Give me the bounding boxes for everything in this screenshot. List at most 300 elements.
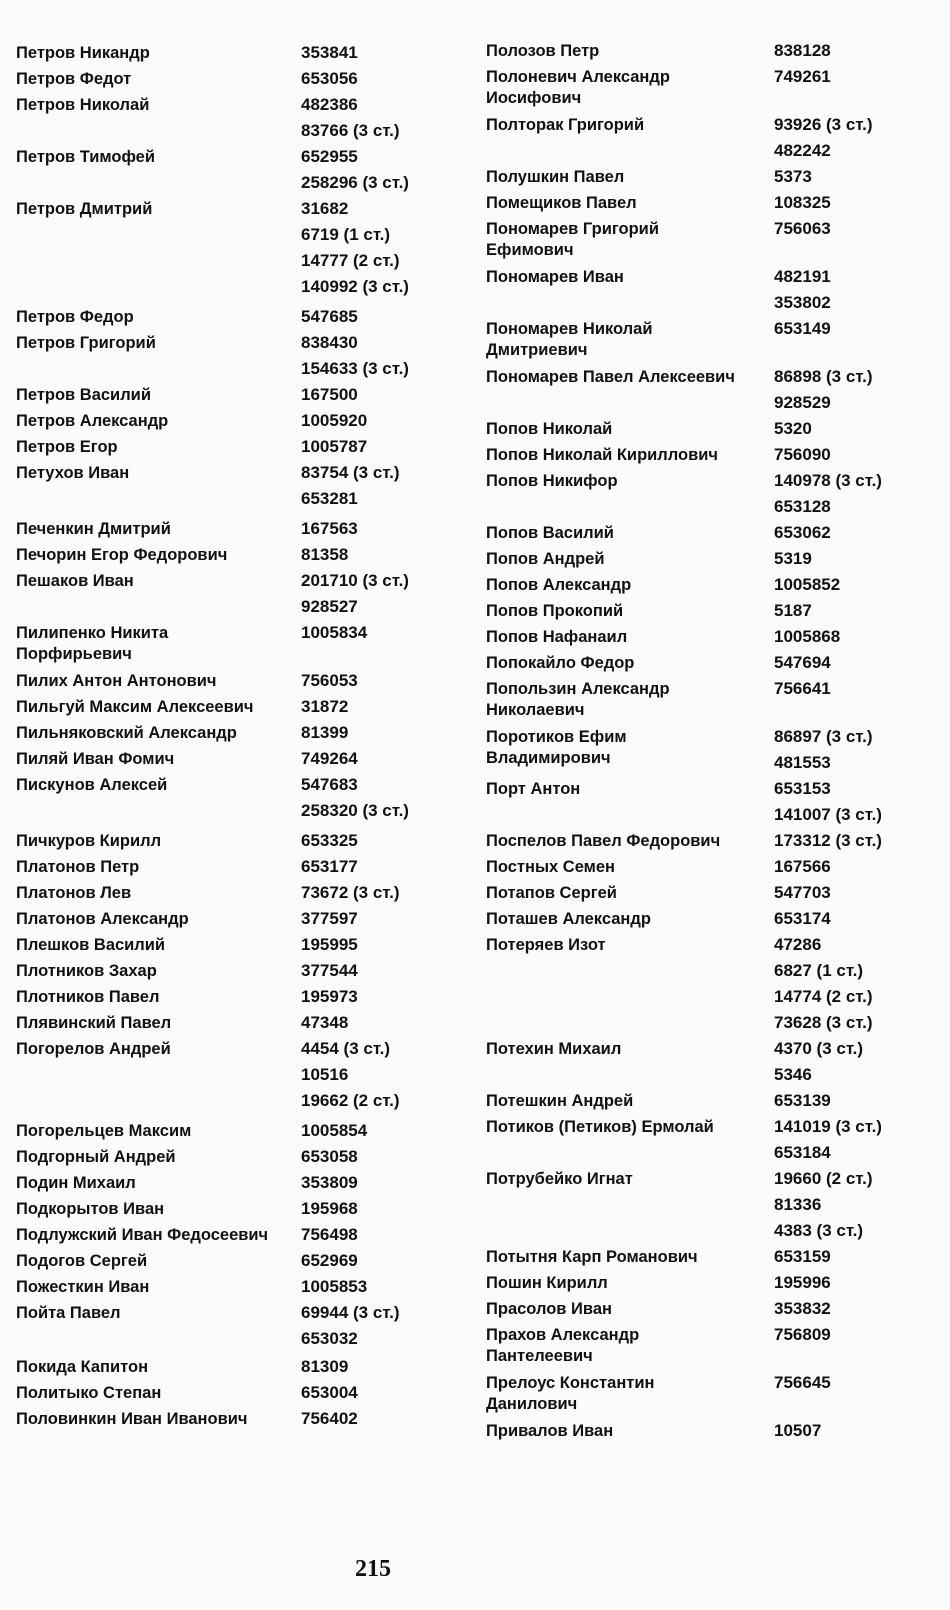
record-numbers: [301, 984, 456, 1010]
entry-row: [486, 1088, 926, 1114]
person-name: Прасолов Иван: [486, 1300, 612, 1318]
entry-row: [486, 624, 926, 650]
record-number: 5320: [774, 419, 812, 438]
person-name: Политыко Степан: [16, 1384, 162, 1402]
person-name: Пономарев Николай Дмитриевич: [486, 320, 653, 359]
record-number: 6827 (1 ст.): [774, 961, 864, 980]
record-numbers: [774, 216, 926, 264]
record-numbers: [774, 416, 926, 442]
entry-row: [486, 572, 926, 598]
record-number: 547683: [301, 775, 358, 794]
record-number: 140978 (3 ст.): [774, 471, 882, 490]
record-number: 86898 (3 ст.): [774, 367, 873, 386]
record-number: 653139: [774, 1091, 831, 1110]
entry-row: [16, 1170, 456, 1196]
person-name: Поротиков Ефим Владимирович: [486, 728, 627, 767]
person-name: Потешкин Андрей: [486, 1092, 634, 1110]
record-number: 653004: [301, 1383, 358, 1402]
record-numbers: [774, 1036, 926, 1088]
record-numbers: [301, 1274, 456, 1300]
entry-row: [16, 1406, 456, 1432]
entry-row: [486, 1244, 926, 1270]
record-number: 482242: [774, 141, 831, 160]
person-name: Попов Никифор: [486, 472, 618, 490]
record-number: 69944 (3 ст.): [301, 1303, 400, 1322]
entry-row: [486, 1322, 926, 1370]
record-numbers: [301, 330, 456, 382]
record-number: 756809: [774, 1325, 831, 1344]
entry-row: [16, 1222, 456, 1248]
record-number: 1005868: [774, 627, 841, 646]
person-name: Пожесткин Иван: [16, 1278, 150, 1296]
record-number: 749261: [774, 67, 831, 86]
record-number: 1005853: [301, 1277, 368, 1296]
person-name: Полушкин Павел: [486, 168, 625, 186]
entry-row: [486, 598, 926, 624]
entry-row: [16, 746, 456, 772]
record-number: 481553: [774, 753, 831, 772]
record-numbers: [301, 958, 456, 984]
record-numbers: [301, 746, 456, 772]
record-number: 19662 (2 ст.): [301, 1091, 400, 1110]
entry-row: [16, 880, 456, 906]
record-number: 653177: [301, 857, 358, 876]
entry-row: [486, 1370, 926, 1418]
record-number: 73628 (3 ст.): [774, 1013, 873, 1032]
entry-row: [16, 66, 456, 92]
record-numbers: [774, 906, 926, 932]
record-numbers: [774, 316, 926, 364]
record-number: 838430: [301, 333, 358, 352]
entry-row: [486, 520, 926, 546]
entry-row: [486, 38, 926, 64]
record-number: 47286: [774, 935, 822, 954]
record-number: 4370 (3 ст.): [774, 1039, 864, 1058]
entry-row: [486, 932, 926, 1036]
entry-row: [486, 906, 926, 932]
record-number: 4454 (3 ст.): [301, 1039, 391, 1058]
entry-row: [16, 460, 456, 512]
record-numbers: [774, 442, 926, 468]
record-number: 1005852: [774, 575, 841, 594]
record-number: 928529: [774, 393, 831, 412]
person-name: Полторак Григорий: [486, 116, 645, 134]
record-numbers: [774, 932, 926, 1036]
record-number: 653032: [301, 1329, 358, 1348]
record-numbers: [301, 694, 456, 720]
person-name: Полоневич Александр Иосифович: [486, 68, 670, 107]
record-numbers: [301, 880, 456, 906]
record-numbers: [301, 1036, 456, 1114]
entry-row: [16, 1300, 456, 1352]
record-numbers: [774, 364, 926, 416]
record-number: 653056: [301, 69, 358, 88]
entry-row: [16, 720, 456, 746]
record-number: 81336: [774, 1195, 822, 1214]
record-numbers: [774, 1296, 926, 1322]
right-column: [486, 38, 926, 1444]
person-name: Попокайло Федор: [486, 654, 635, 672]
entry-row: [486, 880, 926, 906]
record-numbers: [774, 38, 926, 64]
entry-row: [16, 854, 456, 880]
record-numbers: [301, 932, 456, 958]
person-name: Пешаков Иван: [16, 572, 134, 590]
person-name: Прахов Александр Пантелеевич: [486, 1326, 640, 1365]
entry-row: [486, 468, 926, 520]
person-name: Печенкин Дмитрий: [16, 520, 171, 538]
person-name: Пиляй Иван Фомич: [16, 750, 175, 768]
record-number: 195995: [301, 935, 358, 954]
record-number: 47348: [301, 1013, 349, 1032]
record-numbers: [301, 1170, 456, 1196]
person-name: Петров Григорий: [16, 334, 156, 352]
person-name: Плешков Василий: [16, 936, 166, 954]
person-name: Полозов Петр: [486, 42, 600, 60]
record-number: 5346: [774, 1065, 812, 1084]
person-name: Петров Александр: [16, 412, 169, 430]
record-numbers: [774, 1418, 926, 1444]
record-number: 756063: [774, 219, 831, 238]
person-name: Привалов Иван: [486, 1422, 614, 1440]
record-number: 10507: [774, 1421, 822, 1440]
person-name: Пильняковский Александр: [16, 724, 237, 742]
record-numbers: [774, 1270, 926, 1296]
person-name: Пичкуров Кирилл: [16, 832, 162, 850]
record-number: 167566: [774, 857, 831, 876]
record-numbers: [301, 828, 456, 854]
person-name: Погорельцев Максим: [16, 1122, 192, 1140]
person-name: Подкорытов Иван: [16, 1200, 165, 1218]
record-numbers: [774, 546, 926, 572]
person-name: Попов Андрей: [486, 550, 605, 568]
record-number: 928527: [301, 597, 358, 616]
person-name: Половинкин Иван Иванович: [16, 1410, 248, 1428]
record-numbers: [301, 668, 456, 694]
record-numbers: [774, 190, 926, 216]
person-name: Подлужский Иван Федосеевич: [16, 1226, 269, 1244]
entry-row: [16, 694, 456, 720]
record-number: 756090: [774, 445, 831, 464]
record-numbers: [774, 1370, 926, 1418]
record-number: 258320 (3 ст.): [301, 801, 409, 820]
record-numbers: [301, 460, 456, 512]
record-numbers: [301, 408, 456, 434]
record-numbers: [301, 1406, 456, 1432]
entry-row: [486, 546, 926, 572]
person-name: Прелоус Константин Данилович: [486, 1374, 655, 1413]
entry-row: [16, 1196, 456, 1222]
person-name: Попов Николай Кириллович: [486, 446, 718, 464]
entry-row: [486, 112, 926, 164]
entry-row: [16, 304, 456, 330]
entry-row: [16, 1010, 456, 1036]
record-number: 749264: [301, 749, 358, 768]
entry-row: [486, 442, 926, 468]
record-number: 141007 (3 ст.): [774, 805, 882, 824]
record-number: 195968: [301, 1199, 358, 1218]
record-number: 653149: [774, 319, 831, 338]
entry-row: [16, 92, 456, 144]
entry-row: [16, 958, 456, 984]
entry-row: [16, 906, 456, 932]
record-number: 141019 (3 ст.): [774, 1117, 882, 1136]
person-name: Помещиков Павел: [486, 194, 637, 212]
entry-row: [486, 416, 926, 442]
entry-row: [486, 264, 926, 316]
person-name: Петухов Иван: [16, 464, 130, 482]
record-numbers: [301, 382, 456, 408]
person-name: Петров Николай: [16, 96, 150, 114]
record-number: 195973: [301, 987, 358, 1006]
entry-row: [16, 772, 456, 824]
record-numbers: [301, 304, 456, 330]
record-numbers: [301, 568, 456, 620]
person-name: Попов Нафанаил: [486, 628, 628, 646]
record-number: 653062: [774, 523, 831, 542]
person-name: Поташев Александр: [486, 910, 651, 928]
record-number: 258296 (3 ст.): [301, 173, 409, 192]
entry-row: [16, 568, 456, 620]
record-numbers: [774, 112, 926, 164]
person-name: Платонов Петр: [16, 858, 140, 876]
record-number: 653281: [301, 489, 358, 508]
record-numbers: [774, 468, 926, 520]
record-number: 353841: [301, 43, 358, 62]
left-column: [16, 40, 456, 1432]
person-name: Пономарев Иван: [486, 268, 624, 286]
person-name: Плотников Захар: [16, 962, 157, 980]
person-name: Попользин Александр Николаевич: [486, 680, 670, 719]
record-number: 756498: [301, 1225, 358, 1244]
entry-row: [16, 1354, 456, 1380]
record-numbers: [301, 1118, 456, 1144]
record-number: 14774 (2 ст.): [774, 987, 873, 1006]
record-number: 201710 (3 ст.): [301, 571, 409, 590]
person-name: Петров Василий: [16, 386, 151, 404]
person-name: Петров Тимофей: [16, 148, 155, 166]
record-number: 653159: [774, 1247, 831, 1266]
record-number: 195996: [774, 1273, 831, 1292]
record-number: 83754 (3 ст.): [301, 463, 400, 482]
record-number: 81358: [301, 545, 349, 564]
entry-row: [16, 196, 456, 300]
person-name: Подин Михаил: [16, 1174, 136, 1192]
entry-row: [16, 434, 456, 460]
record-number: 547694: [774, 653, 831, 672]
record-number: 10516: [301, 1065, 349, 1084]
entry-row: [16, 542, 456, 568]
record-number: 653184: [774, 1143, 831, 1162]
record-numbers: [301, 434, 456, 460]
entry-row: [486, 650, 926, 676]
record-numbers: [774, 64, 926, 112]
record-number: 756641: [774, 679, 831, 698]
entry-row: [16, 40, 456, 66]
record-numbers: [774, 598, 926, 624]
entry-row: [486, 1296, 926, 1322]
record-numbers: [774, 650, 926, 676]
record-number: 1005920: [301, 411, 368, 430]
record-number: 756402: [301, 1409, 358, 1428]
record-numbers: [301, 516, 456, 542]
person-name: Поспелов Павел Федорович: [486, 832, 721, 850]
record-number: 6719 (1 ст.): [301, 225, 391, 244]
person-name: Пилих Антон Антонович: [16, 672, 217, 690]
person-name: Попов Александр: [486, 576, 632, 594]
record-numbers: [774, 724, 926, 776]
person-name: Потехин Михаил: [486, 1040, 622, 1058]
record-number: 83766 (3 ст.): [301, 121, 400, 140]
record-numbers: [774, 164, 926, 190]
person-name: Печорин Егор Федорович: [16, 546, 228, 564]
record-numbers: [301, 1144, 456, 1170]
record-numbers: [774, 572, 926, 598]
person-name: Пискунов Алексей: [16, 776, 168, 794]
record-number: 653058: [301, 1147, 358, 1166]
entry-row: [486, 724, 926, 776]
entry-row: [486, 1114, 926, 1166]
record-number: 653153: [774, 779, 831, 798]
record-number: 5187: [774, 601, 812, 620]
record-numbers: [301, 1380, 456, 1406]
record-number: 1005834: [301, 623, 368, 642]
record-numbers: [774, 264, 926, 316]
record-number: 377544: [301, 961, 358, 980]
record-numbers: [301, 196, 456, 300]
person-name: Плотников Павел: [16, 988, 160, 1006]
person-name: Плявинский Павел: [16, 1014, 172, 1032]
record-numbers: [301, 542, 456, 568]
record-number: 14777 (2 ст.): [301, 251, 400, 270]
record-numbers: [301, 92, 456, 144]
entry-row: [486, 1166, 926, 1244]
person-name: Петров Дмитрий: [16, 200, 153, 218]
record-numbers: [301, 1010, 456, 1036]
record-number: 652969: [301, 1251, 358, 1270]
record-numbers: [774, 1114, 926, 1166]
record-numbers: [774, 676, 926, 724]
record-number: 31872: [301, 697, 349, 716]
entry-row: [16, 1144, 456, 1170]
record-number: 108325: [774, 193, 831, 212]
record-numbers: [301, 1300, 456, 1352]
record-number: 353832: [774, 1299, 831, 1318]
person-name: Петров Федот: [16, 70, 132, 88]
person-name: Попов Николай: [486, 420, 613, 438]
entry-row: [16, 828, 456, 854]
record-number: 173312 (3 ст.): [774, 831, 882, 850]
entry-row: [486, 1270, 926, 1296]
record-numbers: [301, 906, 456, 932]
record-numbers: [774, 624, 926, 650]
record-numbers: [774, 776, 926, 828]
record-numbers: [774, 1088, 926, 1114]
person-name: Платонов Александр: [16, 910, 189, 928]
record-numbers: [774, 1322, 926, 1370]
record-numbers: [301, 40, 456, 66]
entry-row: [16, 382, 456, 408]
entry-row: [486, 854, 926, 880]
record-number: 1005787: [301, 437, 368, 456]
record-numbers: [301, 66, 456, 92]
record-numbers: [301, 854, 456, 880]
person-name: Погорелов Андрей: [16, 1040, 171, 1058]
entry-row: [486, 828, 926, 854]
record-numbers: [301, 720, 456, 746]
entry-row: [16, 1118, 456, 1144]
record-number: 353809: [301, 1173, 358, 1192]
record-number: 653325: [301, 831, 358, 850]
entry-row: [16, 144, 456, 196]
person-name: Пилипенко Никита Порфирьевич: [16, 624, 169, 663]
record-number: 140992 (3 ст.): [301, 277, 409, 296]
record-numbers: [301, 1354, 456, 1380]
entry-row: [16, 668, 456, 694]
entry-row: [16, 1036, 456, 1114]
person-name: Попов Василий: [486, 524, 614, 542]
record-number: 547703: [774, 883, 831, 902]
person-name: Пошин Кирилл: [486, 1274, 608, 1292]
record-number: 167500: [301, 385, 358, 404]
person-name: Пойта Павел: [16, 1304, 121, 1322]
person-name: Подогов Сергей: [16, 1252, 148, 1270]
record-number: 482191: [774, 267, 831, 286]
person-name: Потеряев Изот: [486, 936, 606, 954]
record-number: 652955: [301, 147, 358, 166]
person-name: Попов Прокопий: [486, 602, 624, 620]
entry-row: [486, 64, 926, 112]
record-numbers: [774, 520, 926, 546]
person-name: Потытня Карп Романович: [486, 1248, 698, 1266]
person-name: Постных Семен: [486, 858, 616, 876]
record-number: 482386: [301, 95, 358, 114]
person-name: Петров Егор: [16, 438, 118, 456]
record-number: 81309: [301, 1357, 349, 1376]
record-number: 154633 (3 ст.): [301, 359, 409, 378]
person-name: Петров Никандр: [16, 44, 150, 62]
entry-row: [16, 1380, 456, 1406]
record-number: 167563: [301, 519, 358, 538]
entry-row: [486, 676, 926, 724]
entry-row: [16, 1248, 456, 1274]
person-name: Петров Федор: [16, 308, 134, 326]
entry-row: [16, 932, 456, 958]
record-numbers: [301, 772, 456, 824]
entry-row: [16, 620, 456, 668]
entry-row: [486, 1036, 926, 1088]
record-number: 756053: [301, 671, 358, 690]
record-number: 81399: [301, 723, 349, 742]
page-number: 215: [355, 1556, 391, 1582]
record-number: 353802: [774, 293, 831, 312]
record-number: 19660 (2 ст.): [774, 1169, 873, 1188]
entry-row: [16, 1274, 456, 1300]
person-name: Покида Капитон: [16, 1358, 149, 1376]
record-number: 5319: [774, 549, 812, 568]
person-name: Порт Антон: [486, 780, 581, 798]
entry-row: [486, 1418, 926, 1444]
person-name: Пильгуй Максим Алексеевич: [16, 698, 254, 716]
record-number: 838128: [774, 41, 831, 60]
record-numbers: [774, 880, 926, 906]
entry-row: [16, 516, 456, 542]
record-number: 73672 (3 ст.): [301, 883, 400, 902]
record-number: 5373: [774, 167, 812, 186]
record-number: 653174: [774, 909, 831, 928]
record-numbers: [774, 1166, 926, 1244]
record-number: 4383 (3 ст.): [774, 1221, 864, 1240]
